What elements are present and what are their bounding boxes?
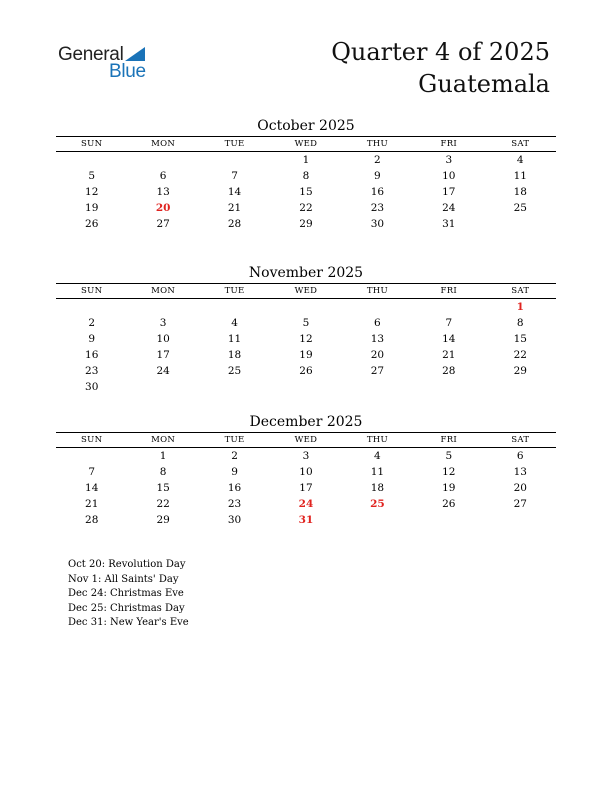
week-row [56,315,556,331]
day-cell: 18 [370,482,385,494]
day-cell: 9 [88,333,96,345]
day-cell: 14 [85,482,99,494]
weekday-header: FRI [413,284,484,299]
week-row [56,184,556,200]
day-cell [413,379,484,395]
day-cell: 14 [227,186,242,198]
holiday-list-item: Nov 1: All Saints' Day [68,573,179,585]
day-cell [56,299,127,316]
day-cell: 28 [442,365,456,377]
day-cell: 14 [442,333,456,345]
day-cell: 19 [442,482,456,494]
month-october [56,116,556,232]
page-title [331,36,550,100]
day-cell: 27 [513,498,527,510]
week-row [56,331,556,347]
week-row [56,200,556,216]
day-cell [413,512,484,528]
day-cell: 22 [513,349,527,361]
weekday-header: WED [270,433,341,448]
country-title: Guatemala [418,70,550,98]
day-cell [485,379,556,395]
day-cell [342,299,413,316]
day-cell: 18 [513,186,527,198]
day-cell [56,448,127,465]
day-cell: 24 [442,202,456,214]
day-cell: 26 [442,498,456,510]
holiday-list-item: Dec 25: Christmas Day [68,602,185,614]
day-cell [413,299,484,316]
day-cell: 23 [370,202,385,214]
calendar-grid [56,432,556,528]
day-cell: 10 [156,333,170,345]
day-cell: 9 [231,466,238,478]
weekday-header: TUE [199,433,270,448]
month-title: October 2025 [257,118,355,134]
day-cell: 2 [88,317,96,329]
day-cell: 15 [513,333,527,345]
day-cell: 6 [374,317,381,329]
weekday-header: MON [127,284,198,299]
day-cell: 20 [370,349,385,361]
day-cell: 4 [231,317,238,329]
weekday-header: THU [342,433,413,448]
weekday-header: SUN [56,433,127,448]
day-cell: 5 [302,317,310,329]
day-cell [127,152,198,169]
day-cell [199,299,270,316]
day-cell: 21 [227,202,242,214]
holiday-day-cell: 1 [516,301,524,313]
day-cell: 27 [156,218,170,230]
day-cell: 30 [370,218,385,230]
day-cell [342,379,413,395]
day-cell: 8 [516,317,524,329]
day-cell: 20 [513,482,527,494]
weekday-header: SUN [56,137,127,152]
holiday-day-cell: 31 [298,514,314,526]
day-cell: 28 [227,218,242,230]
weekday-header: WED [270,284,341,299]
day-cell: 26 [299,365,313,377]
weekday-header: TUE [199,284,270,299]
day-cell: 1 [302,154,310,166]
week-row [56,347,556,363]
day-cell: 12 [85,186,99,198]
day-cell: 31 [442,218,456,230]
day-cell: 21 [442,349,456,361]
day-cell: 3 [302,450,310,462]
day-cell: 6 [159,170,167,182]
day-cell: 8 [302,170,310,182]
day-cell: 28 [85,514,99,526]
weekday-header: FRI [413,433,484,448]
day-cell: 22 [156,498,170,510]
day-cell: 3 [445,154,453,166]
week-row [56,496,556,512]
day-cell: 16 [85,349,99,361]
day-cell: 19 [85,202,99,214]
day-cell: 5 [88,170,96,182]
day-cell: 7 [231,170,238,182]
week-row [56,216,556,232]
weekday-header: MON [127,433,198,448]
day-cell: 5 [445,450,453,462]
week-row [56,512,556,528]
quarter-title: Quarter 4 of 2025 [331,38,550,66]
calendar-grid [56,136,556,232]
day-cell [56,152,127,169]
day-cell: 10 [442,170,456,182]
day-cell: 15 [299,186,313,198]
day-cell: 16 [370,186,385,198]
day-cell: 11 [370,466,385,478]
day-cell: 15 [156,482,170,494]
day-cell: 29 [299,218,313,230]
day-cell [270,379,341,395]
weekday-header: MON [127,137,198,152]
week-row [56,480,556,496]
day-cell: 17 [442,186,456,198]
day-cell: 16 [227,482,242,494]
day-cell: 24 [156,365,170,377]
day-cell: 4 [374,450,381,462]
holiday-day-cell: 20 [155,202,171,214]
day-cell: 6 [516,450,524,462]
day-cell: 21 [85,498,99,510]
holiday-list-item: Dec 24: Christmas Eve [68,588,184,599]
weekday-header: SAT [485,433,556,448]
week-row [56,152,556,169]
day-cell: 3 [159,317,167,329]
day-cell [199,379,270,395]
day-cell: 13 [513,466,527,478]
logo-general-text: General [58,44,124,65]
week-row [56,363,556,379]
day-cell: 23 [85,365,99,377]
month-title: November 2025 [248,265,364,281]
month-november [56,263,556,395]
logo-blue-text: Blue [109,61,146,82]
day-cell [127,379,198,395]
day-cell: 25 [513,202,527,214]
day-cell [485,216,556,232]
week-row [56,379,556,395]
holiday-list [68,558,189,631]
day-cell: 13 [370,333,385,345]
day-cell: 12 [299,333,313,345]
day-cell: 2 [231,450,238,462]
weekday-header: THU [342,137,413,152]
day-cell: 4 [516,154,524,166]
weekday-header: THU [342,284,413,299]
holiday-day-cell: 25 [370,498,385,510]
weekday-header: SUN [56,284,127,299]
weekday-header: TUE [199,137,270,152]
day-cell: 19 [299,349,313,361]
week-row [56,168,556,184]
day-cell: 22 [299,202,313,214]
month-title: December 2025 [249,414,363,430]
calendar-grid [56,283,556,395]
day-cell [342,512,413,528]
day-cell: 29 [513,365,527,377]
day-cell: 10 [299,466,313,478]
day-cell: 30 [85,381,99,393]
weekday-header: FRI [413,137,484,152]
day-cell [270,299,341,316]
day-cell [127,299,198,316]
holiday-list-item: Dec 31: New Year's Eve [68,617,189,628]
week-row [56,464,556,480]
week-row [56,299,556,316]
day-cell [199,152,270,169]
day-cell: 17 [299,482,313,494]
day-cell: 11 [513,170,527,182]
day-cell: 23 [227,498,242,510]
day-cell: 8 [159,466,167,478]
day-cell: 26 [85,218,99,230]
day-cell: 29 [156,514,170,526]
week-row [56,448,556,465]
generalblue-logo [58,44,168,84]
day-cell: 7 [88,466,96,478]
day-cell: 7 [445,317,453,329]
day-cell [485,512,556,528]
weekday-header: SAT [485,284,556,299]
day-cell: 13 [156,186,170,198]
day-cell: 27 [370,365,385,377]
day-cell: 18 [227,349,242,361]
day-cell: 1 [159,450,167,462]
day-cell: 11 [227,333,242,345]
day-cell: 12 [442,466,456,478]
day-cell: 9 [374,170,381,182]
day-cell: 2 [374,154,381,166]
month-december [56,412,556,528]
day-cell: 25 [227,365,242,377]
logo-triangle-icon [125,47,145,61]
day-cell: 30 [227,514,242,526]
holiday-day-cell: 24 [298,498,314,510]
day-cell: 17 [156,349,170,361]
holiday-list-item: Oct 20: Revolution Day [68,559,186,570]
weekday-header: SAT [485,137,556,152]
weekday-header: WED [270,137,341,152]
